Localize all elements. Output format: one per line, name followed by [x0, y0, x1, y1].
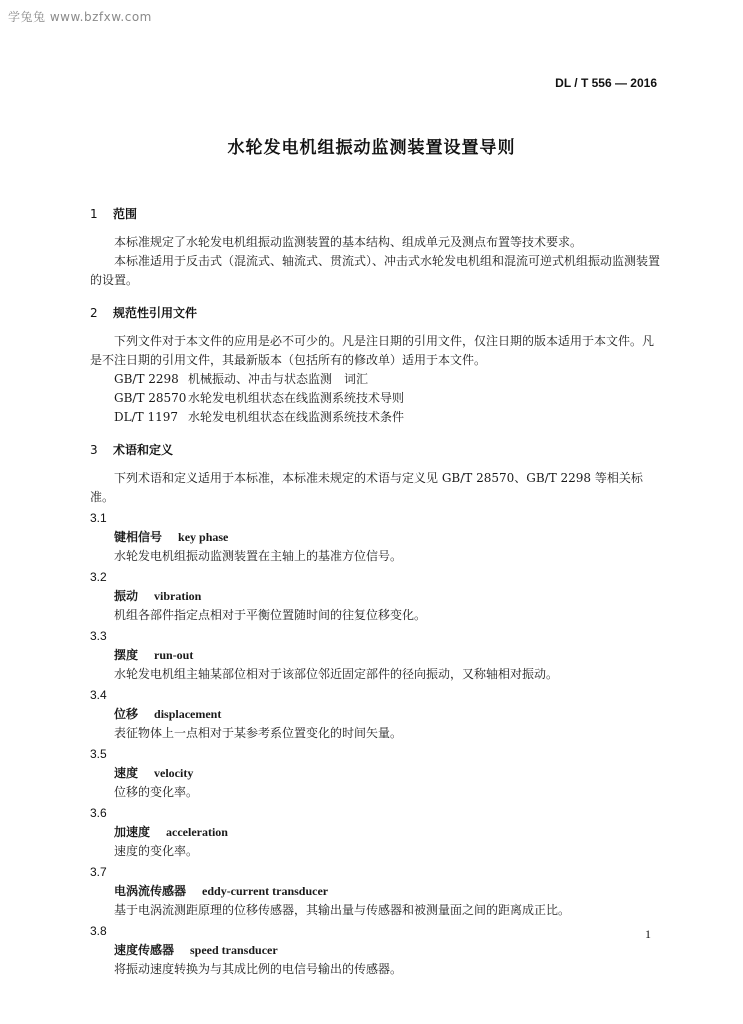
reference-name: 机械振动、冲击与状态监测 词汇	[188, 372, 369, 386]
term-name	[114, 941, 662, 960]
term-number: 3.5	[90, 747, 107, 761]
term-entry	[90, 570, 662, 625]
term-zh: 电涡流传感器	[114, 884, 187, 898]
term-name	[114, 882, 662, 901]
term-en: eddy-current transducer	[202, 884, 329, 898]
paragraph: 下列术语和定义适用于本标准，本标准未规定的术语与定义见 GB/T 28570、GB/T 2298 等相关标准。	[90, 471, 643, 504]
term-entry	[90, 511, 662, 566]
term-definition: 水轮发电机组主轴某部位相对于该部位邻近固定部件的径向振动，又称轴相对振动。	[114, 667, 559, 681]
term-entry	[90, 924, 662, 979]
term-en: run-out	[154, 648, 194, 662]
section-title: 规范性引用文件	[113, 306, 198, 320]
reference-item	[114, 370, 662, 389]
term-zh: 位移	[114, 707, 139, 721]
term-entry	[90, 629, 662, 684]
term-definition: 基于电涡流测距原理的位移传感器，其输出量与传感器和被测量面之间的距离成正比。	[114, 903, 571, 917]
term-number: 3.7	[90, 865, 107, 879]
term-number: 3.1	[90, 511, 107, 525]
term-entry	[90, 747, 662, 802]
term-en: displacement	[154, 707, 222, 721]
term-en: velocity	[154, 766, 194, 780]
section-heading	[90, 205, 662, 222]
reference-code: DL/T 1197	[114, 410, 178, 424]
term-name	[114, 705, 662, 724]
reference-name: 水轮发电机组状态在线监测系统技术条件	[188, 410, 405, 424]
term-definition: 水轮发电机组振动监测装置在主轴上的基准方位信号。	[114, 549, 403, 563]
term-entry	[90, 688, 662, 743]
term-name	[114, 646, 662, 665]
section-heading	[90, 441, 662, 458]
document-body	[90, 205, 662, 989]
term-number: 3.6	[90, 806, 107, 820]
term-zh: 键相信号	[114, 530, 163, 544]
term-zh: 加速度	[114, 825, 151, 839]
section-terms-definitions	[90, 441, 662, 979]
term-name	[114, 528, 662, 547]
document-code: DL / T 556 — 2016	[555, 76, 657, 90]
section-number: 3	[90, 443, 98, 457]
term-name	[114, 823, 662, 842]
term-zh: 摆度	[114, 648, 139, 662]
term-definition: 位移的变化率。	[114, 785, 199, 799]
page-number: 1	[645, 927, 651, 941]
term-number: 3.4	[90, 688, 107, 702]
term-zh: 速度	[114, 766, 139, 780]
term-number: 3.3	[90, 629, 107, 643]
term-definition: 机组各部件指定点相对于平衡位置随时间的往复位移变化。	[114, 608, 427, 622]
section-scope	[90, 205, 662, 290]
term-definition: 速度的变化率。	[114, 844, 199, 858]
reference-name: 水轮发电机组状态在线监测系统技术导则	[188, 391, 405, 405]
term-en: acceleration	[166, 825, 228, 839]
term-entry	[90, 865, 662, 920]
term-en: vibration	[154, 589, 202, 603]
term-zh: 振动	[114, 589, 139, 603]
section-number: 2	[90, 306, 98, 320]
section-heading	[90, 304, 662, 321]
reference-code: GB/T 2298	[114, 372, 179, 386]
section-title: 术语和定义	[113, 443, 174, 457]
term-en: key phase	[178, 530, 229, 544]
section-title: 范围	[113, 207, 138, 221]
term-definition: 表征物体上一点相对于某参考系位置变化的时间矢量。	[114, 726, 403, 740]
reference-item	[114, 408, 662, 427]
term-name	[114, 764, 662, 783]
term-definition: 将振动速度转换为与其成比例的电信号输出的传感器。	[114, 962, 403, 976]
watermark: 学兔兔 www.bzfxw.com	[8, 10, 152, 24]
reference-code: GB/T 28570	[114, 391, 187, 405]
section-normative-references	[90, 304, 662, 427]
section-number: 1	[90, 207, 98, 221]
term-zh: 速度传感器	[114, 943, 175, 957]
paragraph: 本标准适用于反击式（混流式、轴流式、贯流式）、冲击式水轮发电机组和混流可逆式机组振动监测装置的设置。	[90, 254, 661, 287]
page-title: 水轮发电机组振动监测装置设置导则	[227, 138, 516, 158]
term-entry	[90, 806, 662, 861]
paragraph: 下列文件对于本文件的应用是必不可少的。凡是注日期的引用文件，仅注日期的版本适用于本文件。凡是不注日期的引用文件，其最新版本（包括所有的修改单）适用于本文件。	[90, 334, 655, 367]
term-en: speed transducer	[190, 943, 278, 957]
term-number: 3.2	[90, 570, 107, 584]
paragraph: 本标准规定了水轮发电机组振动监测装置的基本结构、组成单元及测点布置等技术要求。	[114, 235, 583, 249]
term-name	[114, 587, 662, 606]
term-number: 3.8	[90, 924, 107, 938]
reference-item	[114, 389, 662, 408]
